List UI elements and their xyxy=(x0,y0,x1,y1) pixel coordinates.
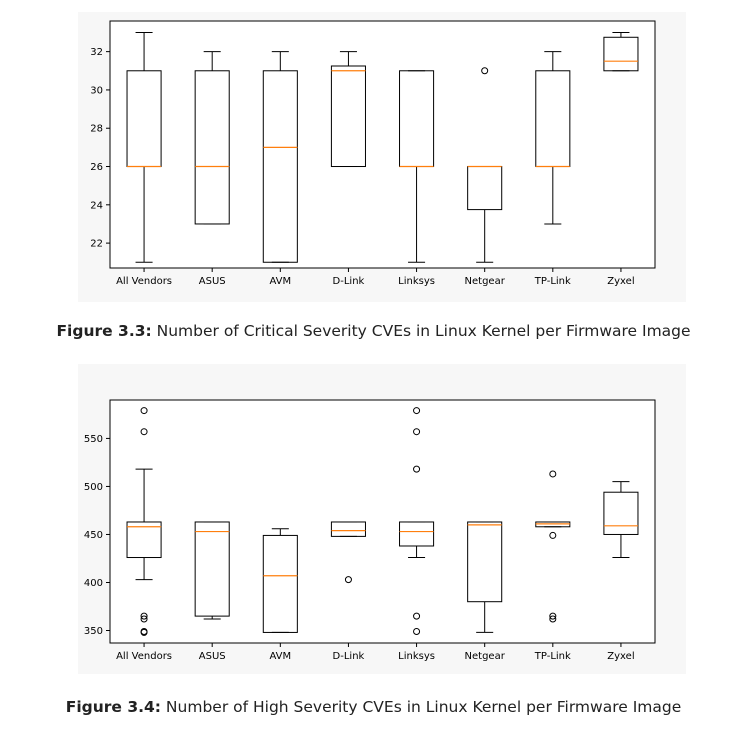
x-tick-label: TP-Link xyxy=(534,276,571,287)
y-tick-label: 450 xyxy=(83,529,103,541)
x-tick-label: TP-Link xyxy=(534,651,571,662)
figure-3-3-text: Number of Critical Severity CVEs in Linux Kernel per Firmware Image xyxy=(151,322,691,340)
y-tick-label: 24 xyxy=(90,200,103,212)
x-tick-label: Netgear xyxy=(464,651,505,662)
x-tick-label: Linksys xyxy=(398,651,435,662)
y-tick-label: 550 xyxy=(83,433,103,445)
x-tick-label: All Vendors xyxy=(116,651,173,662)
y-tick-label: 32 xyxy=(90,47,103,59)
figure-3-4-label: Figure 3.4: xyxy=(65,698,161,716)
y-tick-label: 28 xyxy=(90,123,103,135)
x-tick-label: Netgear xyxy=(464,276,505,287)
y-tick-label: 22 xyxy=(90,238,103,250)
x-tick-label: D-Link xyxy=(332,276,365,287)
x-tick-label: AVM xyxy=(269,651,292,662)
x-tick-label: Zyxel xyxy=(607,276,635,287)
figure-3-4-text: Number of High Severity CVEs in Linux Kernel per Firmware Image xyxy=(161,698,682,716)
figure-3-3-caption xyxy=(0,322,747,340)
y-tick-label: 350 xyxy=(83,626,103,638)
x-tick-label: ASUS xyxy=(198,276,226,287)
plot-frame xyxy=(110,400,655,643)
x-tick-label: ASUS xyxy=(198,651,226,662)
figure-3-3-label: Figure 3.3: xyxy=(56,322,152,340)
y-tick-label: 500 xyxy=(83,481,103,493)
x-tick-label: Zyxel xyxy=(607,651,635,662)
x-tick-label: All Vendors xyxy=(116,276,173,287)
x-tick-label: D-Link xyxy=(332,651,365,662)
x-tick-label: AVM xyxy=(269,276,292,287)
x-tick-label: Linksys xyxy=(398,276,435,287)
y-tick-label: 26 xyxy=(90,162,103,174)
y-tick-label: 400 xyxy=(83,577,103,589)
figure-3-4-caption xyxy=(0,698,747,716)
y-tick-label: 30 xyxy=(90,85,103,97)
